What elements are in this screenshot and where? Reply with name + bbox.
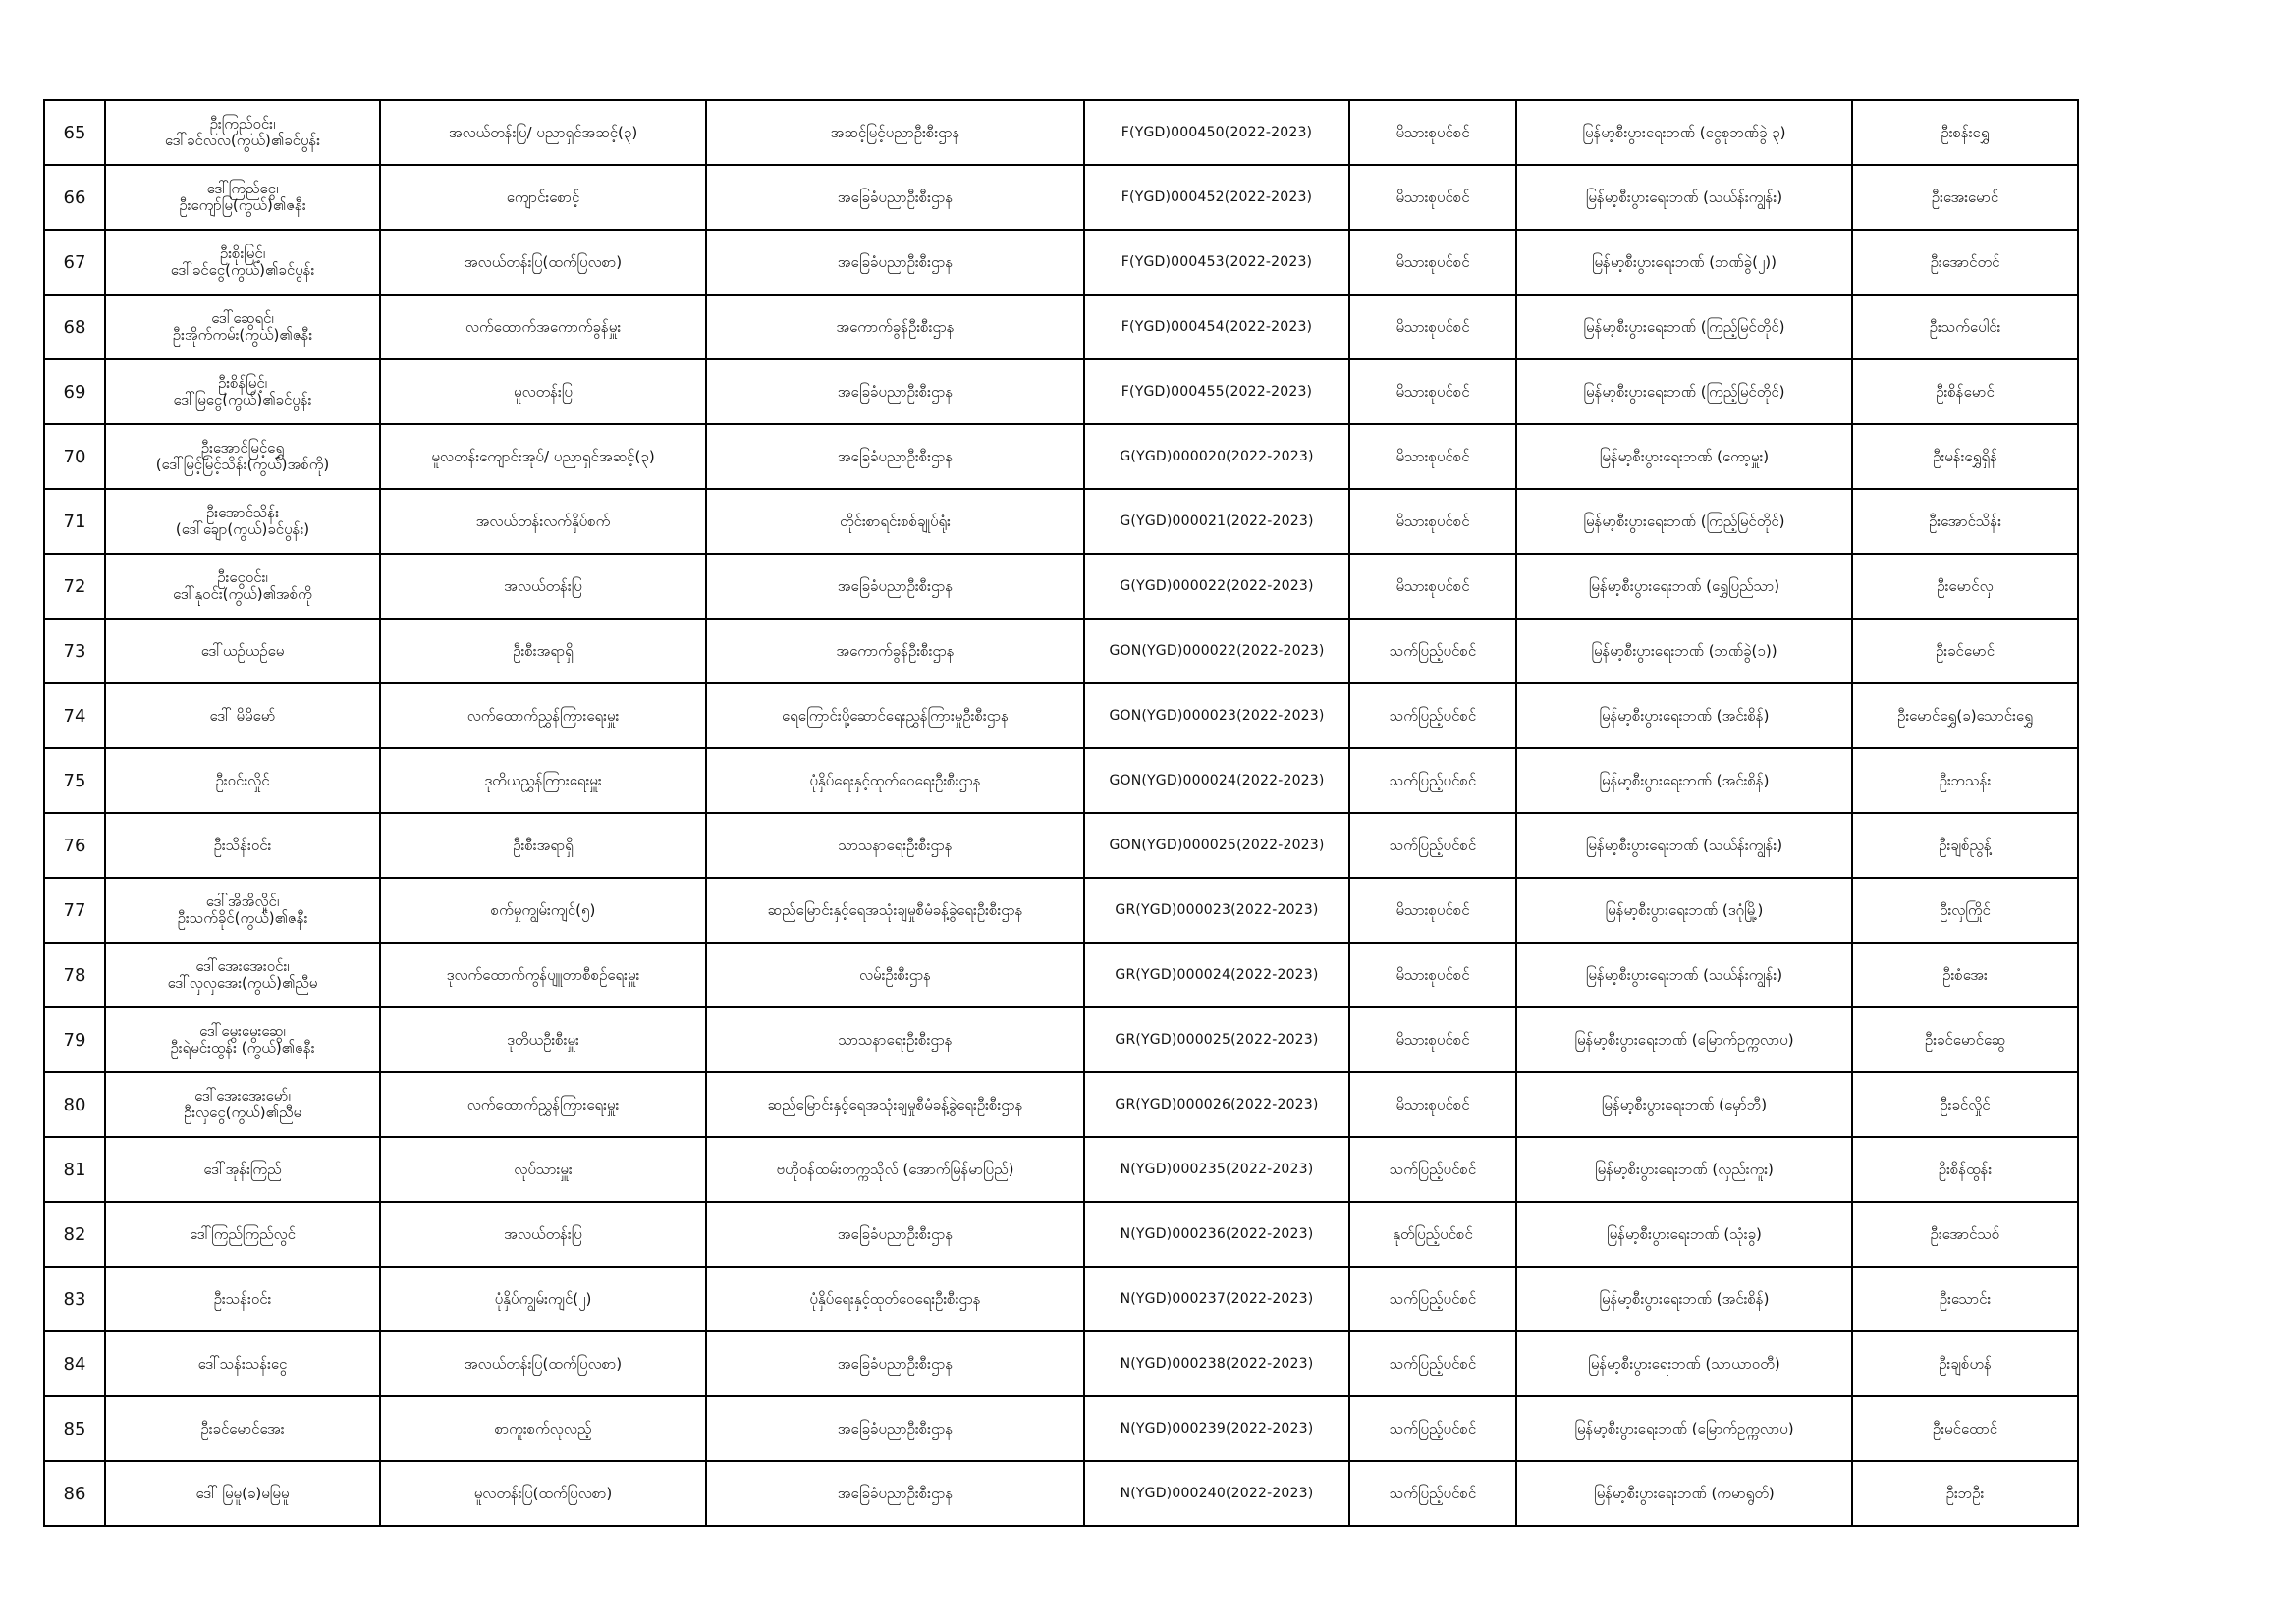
table-row xyxy=(44,1331,2078,1396)
table-row xyxy=(44,1072,2078,1137)
department-cell: တိုင်းစာရင်းစစ်ချုပ်ရုံး xyxy=(706,489,1084,554)
heir-cell: ဦးလှကြိုင် xyxy=(1852,878,2078,943)
bank-office-cell: မြန်မာ့စီးပွားရေးဘဏ် (ဘဏ်ခွဲ(၂)) xyxy=(1516,230,1852,295)
registration-number-cell: G(YGD)000022(2022-2023) xyxy=(1084,554,1349,619)
table-row xyxy=(44,1202,2078,1267)
heir-cell: ဦးချစ်ဟန် xyxy=(1852,1331,2078,1396)
registration-number-cell: GR(YGD)000024(2022-2023) xyxy=(1084,943,1349,1007)
pension-type-cell: သက်ပြည့်ပင်စင် xyxy=(1349,1461,1516,1526)
table-row xyxy=(44,748,2078,813)
table-row xyxy=(44,943,2078,1007)
serial-number-cell: 78 xyxy=(44,943,105,1007)
table-row xyxy=(44,100,2078,165)
pension-type-cell: မိသားစုပင်စင် xyxy=(1349,554,1516,619)
bank-office-cell: မြန်မာ့စီးပွားရေးဘဏ် (သာယာဝတီ) xyxy=(1516,1331,1852,1396)
registration-number-cell: GR(YGD)000026(2022-2023) xyxy=(1084,1072,1349,1137)
heir-cell: ဦးစိန်မောင် xyxy=(1852,359,2078,424)
department-cell: အကောက်ခွန်ဦးစီးဌာန xyxy=(706,295,1084,359)
pension-type-cell: မိသားစုပင်စင် xyxy=(1349,424,1516,489)
serial-number-cell: 86 xyxy=(44,1461,105,1526)
name-cell: ဦးဝင်းလှိုင် xyxy=(105,748,380,813)
position-cell: အလယ်တန်းလက်နှိပ်စက် xyxy=(380,489,706,554)
pension-table xyxy=(43,99,2079,1527)
name-cell: ဒေါ်မွေးမွေးဆွေ၊ ဦးရဲမင်းထွန်း (ကွယ်)၏ဇနီး xyxy=(105,1007,380,1072)
serial-number-cell: 82 xyxy=(44,1202,105,1267)
serial-number-cell: 80 xyxy=(44,1072,105,1137)
heir-cell: ဦးချစ်ညွန့် xyxy=(1852,813,2078,878)
pension-type-cell: သက်ပြည့်ပင်စင် xyxy=(1349,683,1516,748)
department-cell: လမ်းဦးစီးဌာန xyxy=(706,943,1084,1007)
name-cell: ဦးအောင်သိန်း (ဒေါ်ချော(ကွယ်)ခင်ပွန်း) xyxy=(105,489,380,554)
department-cell: အခြေခံပညာဦးစီးဌာန xyxy=(706,1202,1084,1267)
position-cell: ပုံနှိပ်ကျွမ်းကျင်(၂) xyxy=(380,1267,706,1331)
heir-cell: ဦးခင်မောင် xyxy=(1852,619,2078,683)
name-cell: ဒေါ်ကြည်ငွေ၊ ဦးကျော်မြ(ကွယ်)၏ဇနီး xyxy=(105,165,380,230)
table-row xyxy=(44,295,2078,359)
position-cell: မူလတန်းပြ xyxy=(380,359,706,424)
bank-office-cell: မြန်မာ့စီးပွားရေးဘဏ် (ကြည့်မြင်တိုင်) xyxy=(1516,489,1852,554)
registration-number-cell: F(YGD)000453(2022-2023) xyxy=(1084,230,1349,295)
pension-type-cell: သက်ပြည့်ပင်စင် xyxy=(1349,619,1516,683)
department-cell: ဆည်မြောင်းနှင့်ရေအသုံးချမှုစီမံခန့်ခွဲရေးဦးစီးဌာန xyxy=(706,1072,1084,1137)
position-cell: ဒုတိယဦးစီးမှူး xyxy=(380,1007,706,1072)
serial-number-cell: 72 xyxy=(44,554,105,619)
name-cell: ဒေါ်သန်းသန်းငွေ xyxy=(105,1331,380,1396)
bank-office-cell: မြန်မာ့စီးပွားရေးဘဏ် (အင်းစိန်) xyxy=(1516,683,1852,748)
registration-number-cell: GON(YGD)000022(2022-2023) xyxy=(1084,619,1349,683)
pension-type-cell: သက်ပြည့်ပင်စင် xyxy=(1349,1396,1516,1461)
heir-cell: ဦးခင်လှိုင် xyxy=(1852,1072,2078,1137)
name-cell: ဦးကြည်ဝင်း၊ ဒေါ်ခင်လလ(ကွယ်)၏ခင်ပွန်း xyxy=(105,100,380,165)
serial-number-cell: 69 xyxy=(44,359,105,424)
pension-type-cell: သက်ပြည့်ပင်စင် xyxy=(1349,748,1516,813)
serial-number-cell: 73 xyxy=(44,619,105,683)
position-cell: ကျောင်းစောင့် xyxy=(380,165,706,230)
heir-cell: ဦးဘဦး xyxy=(1852,1461,2078,1526)
table-row xyxy=(44,813,2078,878)
serial-number-cell: 68 xyxy=(44,295,105,359)
bank-office-cell: မြန်မာ့စီးပွားရေးဘဏ် (သုံးခွ) xyxy=(1516,1202,1852,1267)
table-row xyxy=(44,683,2078,748)
bank-office-cell: မြန်မာ့စီးပွားရေးဘဏ် (ကြည့်မြင်တိုင်) xyxy=(1516,295,1852,359)
name-cell: ဒေါ်ယဉ်ယဉ်မေ xyxy=(105,619,380,683)
name-cell: ဦးစိုးမြင့်၊ ဒေါ်ခင်ငွေ(ကွယ်)၏ခင်ပွန်း xyxy=(105,230,380,295)
heir-cell: ဦးခင်မောင်ဆွေ xyxy=(1852,1007,2078,1072)
bank-office-cell: မြန်မာ့စီးပွားရေးဘဏ် (ကမာရွတ်) xyxy=(1516,1461,1852,1526)
heir-cell: ဦးစံအေး xyxy=(1852,943,2078,1007)
table-body xyxy=(44,100,2078,1526)
bank-office-cell: မြန်မာ့စီးပွားရေးဘဏ် (အင်းစိန်) xyxy=(1516,1267,1852,1331)
department-cell: အခြေခံပညာဦးစီးဌာန xyxy=(706,230,1084,295)
pension-type-cell: သက်ပြည့်ပင်စင် xyxy=(1349,1267,1516,1331)
position-cell: ဒုလက်ထောက်ကွန်ပျူတာစီစဉ်ရေးမှူး xyxy=(380,943,706,1007)
name-cell: ဦးသန်းဝင်း xyxy=(105,1267,380,1331)
table-row xyxy=(44,424,2078,489)
department-cell: အခြေခံပညာဦးစီးဌာန xyxy=(706,554,1084,619)
table-row xyxy=(44,619,2078,683)
table-row xyxy=(44,878,2078,943)
position-cell: ဒုတိယညွှန်ကြားရေးမှူး xyxy=(380,748,706,813)
position-cell: စာကူးစက်လုလည့် xyxy=(380,1396,706,1461)
position-cell: လုပ်သားမှူး xyxy=(380,1137,706,1202)
table-row xyxy=(44,230,2078,295)
position-cell: ဦးစီးအရာရှိ xyxy=(380,619,706,683)
bank-office-cell: မြန်မာ့စီးပွားရေးဘဏ် (လှည်းကူး) xyxy=(1516,1137,1852,1202)
heir-cell: ဦးမင်ထောင် xyxy=(1852,1396,2078,1461)
serial-number-cell: 66 xyxy=(44,165,105,230)
heir-cell: ဦးအောင်တင် xyxy=(1852,230,2078,295)
position-cell: မူလတန်းကျောင်းအုပ်/ ပညာရှင်အဆင့်(၃) xyxy=(380,424,706,489)
department-cell: အခြေခံပညာဦးစီးဌာန xyxy=(706,1396,1084,1461)
table-row xyxy=(44,1137,2078,1202)
heir-cell: ဦးဘသန်း xyxy=(1852,748,2078,813)
pension-type-cell: မိသားစုပင်စင် xyxy=(1349,1007,1516,1072)
table-row xyxy=(44,1461,2078,1526)
bank-office-cell: မြန်မာ့စီးပွားရေးဘဏ် (ကော့မှူး) xyxy=(1516,424,1852,489)
registration-number-cell: GON(YGD)000025(2022-2023) xyxy=(1084,813,1349,878)
pension-type-cell: မိသားစုပင်စင် xyxy=(1349,295,1516,359)
registration-number-cell: G(YGD)000021(2022-2023) xyxy=(1084,489,1349,554)
registration-number-cell: F(YGD)000452(2022-2023) xyxy=(1084,165,1349,230)
pension-type-cell: နုတ်ပြည့်ပင်စင် xyxy=(1349,1202,1516,1267)
registration-number-cell: N(YGD)000235(2022-2023) xyxy=(1084,1137,1349,1202)
heir-cell: ဦးမောင်လှ xyxy=(1852,554,2078,619)
pension-type-cell: မိသားစုပင်စင် xyxy=(1349,230,1516,295)
department-cell: အခြေခံပညာဦးစီးဌာန xyxy=(706,1331,1084,1396)
registration-number-cell: F(YGD)000450(2022-2023) xyxy=(1084,100,1349,165)
name-cell: ဒေါ် မြမူ(ခ)မမြမူ xyxy=(105,1461,380,1526)
serial-number-cell: 74 xyxy=(44,683,105,748)
heir-cell: ဦးမန်းရွှေရှိန် xyxy=(1852,424,2078,489)
name-cell: ဦးအောင်မြင့်ရွှေ (ဒေါ်မြင့်မြင့်သိန်း(ကွယ်)အစ်ကို) xyxy=(105,424,380,489)
department-cell: ဆည်မြောင်းနှင့်ရေအသုံးချမှုစီမံခန့်ခွဲရေးဦးစီးဌာန xyxy=(706,878,1084,943)
heir-cell: ဦးမောင်ရွှေ(ခ)သောင်းရွှေ xyxy=(1852,683,2078,748)
table-row xyxy=(44,1396,2078,1461)
pension-type-cell: မိသားစုပင်စင် xyxy=(1349,878,1516,943)
position-cell: မူလတန်းပြ(ထက်ပြလစာ) xyxy=(380,1461,706,1526)
pension-type-cell: မိသားစုပင်စင် xyxy=(1349,359,1516,424)
name-cell: ဒေါ်အိအိလှိုင်၊ ဦးသက်ခိုင်(ကွယ်)၏ဇနီး xyxy=(105,878,380,943)
table-row xyxy=(44,1267,2078,1331)
serial-number-cell: 70 xyxy=(44,424,105,489)
serial-number-cell: 85 xyxy=(44,1396,105,1461)
department-cell: အဆင့်မြင့်ပညာဦးစီးဌာန xyxy=(706,100,1084,165)
table-row xyxy=(44,165,2078,230)
table-row xyxy=(44,1007,2078,1072)
bank-office-cell: မြန်မာ့စီးပွားရေးဘဏ် (မြောက်ဥက္ကလာပ) xyxy=(1516,1396,1852,1461)
registration-number-cell: G(YGD)000020(2022-2023) xyxy=(1084,424,1349,489)
name-cell: ဦးငွေဝင်း၊ ဒေါ်နုဝင်း(ကွယ်)၏အစ်ကို xyxy=(105,554,380,619)
serial-number-cell: 83 xyxy=(44,1267,105,1331)
position-cell: အလယ်တန်းပြ xyxy=(380,554,706,619)
position-cell: လက်ထောက်အကောက်ခွန်မှူး xyxy=(380,295,706,359)
heir-cell: ဦးအေးမောင် xyxy=(1852,165,2078,230)
department-cell: သာသနာရေးဦးစီးဌာန xyxy=(706,1007,1084,1072)
name-cell: ဒေါ်ကြည်ကြည်လွင် xyxy=(105,1202,380,1267)
registration-number-cell: N(YGD)000239(2022-2023) xyxy=(1084,1396,1349,1461)
registration-number-cell: GON(YGD)000024(2022-2023) xyxy=(1084,748,1349,813)
bank-office-cell: မြန်မာ့စီးပွားရေးဘဏ် (သယ်န်းကျွန်း) xyxy=(1516,813,1852,878)
registration-number-cell: N(YGD)000237(2022-2023) xyxy=(1084,1267,1349,1331)
heir-cell: ဦးစန်းရွှေ xyxy=(1852,100,2078,165)
serial-number-cell: 65 xyxy=(44,100,105,165)
position-cell: အလယ်တန်းပြ(ထက်ပြလစာ) xyxy=(380,1331,706,1396)
name-cell: ဒေါ်အေးအေးမော်၊ ဦးလှငွေ(ကွယ်)၏ညီမ xyxy=(105,1072,380,1137)
registration-number-cell: GR(YGD)000023(2022-2023) xyxy=(1084,878,1349,943)
pension-type-cell: မိသားစုပင်စင် xyxy=(1349,165,1516,230)
table-row xyxy=(44,359,2078,424)
department-cell: ပုံနှိပ်ရေးနှင့်ထုတ်ဝေရေးဦးစီးဌာန xyxy=(706,748,1084,813)
table-row xyxy=(44,489,2078,554)
name-cell: ဒေါ်အေးအေးဝင်း၊ ဒေါ်လှလှအေး(ကွယ်)၏ညီမ xyxy=(105,943,380,1007)
pension-type-cell: သက်ပြည့်ပင်စင် xyxy=(1349,1137,1516,1202)
bank-office-cell: မြန်မာ့စီးပွားရေးဘဏ် (အင်းစိန်) xyxy=(1516,748,1852,813)
serial-number-cell: 75 xyxy=(44,748,105,813)
name-cell: ဒေါ်ဆွေရင်၊ ဦးအိုက်ကမ်း(ကွယ်)၏ဇနီး xyxy=(105,295,380,359)
position-cell: အလယ်တန်းပြ(ထက်ပြလစာ) xyxy=(380,230,706,295)
serial-number-cell: 76 xyxy=(44,813,105,878)
registration-number-cell: N(YGD)000240(2022-2023) xyxy=(1084,1461,1349,1526)
position-cell: အလယ်တန်းပြ xyxy=(380,1202,706,1267)
department-cell: အခြေခံပညာဦးစီးဌာန xyxy=(706,359,1084,424)
heir-cell: ဦးသက်ပေါင်း xyxy=(1852,295,2078,359)
pension-type-cell: မိသားစုပင်စင် xyxy=(1349,100,1516,165)
position-cell: အလယ်တန်းပြ/ ပညာရှင်အဆင့်(၃) xyxy=(380,100,706,165)
heir-cell: ဦးသောင်း xyxy=(1852,1267,2078,1331)
bank-office-cell: မြန်မာ့စီးပွားရေးဘဏ် (ဒဂုံမြို့) xyxy=(1516,878,1852,943)
pension-type-cell: သက်ပြည့်ပင်စင် xyxy=(1349,813,1516,878)
department-cell: ရေကြောင်းပို့ဆောင်ရေးညွှန်ကြားမှုဦးစီးဌာန xyxy=(706,683,1084,748)
bank-office-cell: မြန်မာ့စီးပွားရေးဘဏ် (ရွှေပြည်သာ) xyxy=(1516,554,1852,619)
serial-number-cell: 77 xyxy=(44,878,105,943)
table-row xyxy=(44,554,2078,619)
registration-number-cell: F(YGD)000455(2022-2023) xyxy=(1084,359,1349,424)
bank-office-cell: မြန်မာ့စီးပွားရေးဘဏ် (သယ်န်းကျွန်း) xyxy=(1516,943,1852,1007)
position-cell: စက်မှုကျွမ်းကျင်(၅) xyxy=(380,878,706,943)
position-cell: လက်ထောက်ညွှန်ကြားရေးမှူး xyxy=(380,1072,706,1137)
registration-number-cell: N(YGD)000236(2022-2023) xyxy=(1084,1202,1349,1267)
department-cell: ပုံနှိပ်ရေးနှင့်ထုတ်ဝေရေးဦးစီးဌာန xyxy=(706,1267,1084,1331)
bank-office-cell: မြန်မာ့စီးပွားရေးဘဏ် (မှော်ဘီ) xyxy=(1516,1072,1852,1137)
heir-cell: ဦးအောင်သစ် xyxy=(1852,1202,2078,1267)
name-cell: ဦးစိန်မြင့်၊ ဒေါ်မြငွေ(ကွယ်)၏ခင်ပွန်း xyxy=(105,359,380,424)
name-cell: ဦးခင်မောင်အေး xyxy=(105,1396,380,1461)
serial-number-cell: 84 xyxy=(44,1331,105,1396)
registration-number-cell: GON(YGD)000023(2022-2023) xyxy=(1084,683,1349,748)
heir-cell: ဦးစိန်ထွန်း xyxy=(1852,1137,2078,1202)
bank-office-cell: မြန်မာ့စီးပွားရေးဘဏ် (မြောက်ဥက္ကလာပ) xyxy=(1516,1007,1852,1072)
department-cell: အခြေခံပညာဦးစီးဌာန xyxy=(706,165,1084,230)
pension-type-cell: မိသားစုပင်စင် xyxy=(1349,1072,1516,1137)
name-cell: ဒေါ် မိမိမော် xyxy=(105,683,380,748)
name-cell: ဒေါ်အုန်းကြည် xyxy=(105,1137,380,1202)
bank-office-cell: မြန်မာ့စီးပွားရေးဘဏ် (ကြည့်မြင်တိုင်) xyxy=(1516,359,1852,424)
serial-number-cell: 81 xyxy=(44,1137,105,1202)
pension-type-cell: သက်ပြည့်ပင်စင် xyxy=(1349,1331,1516,1396)
bank-office-cell: မြန်မာ့စီးပွားရေးဘဏ် (ဘဏ်ခွဲ(၁)) xyxy=(1516,619,1852,683)
bank-office-cell: မြန်မာ့စီးပွားရေးဘဏ် (ငွေစုဘဏ်ခွဲ ၃) xyxy=(1516,100,1852,165)
registration-number-cell: GR(YGD)000025(2022-2023) xyxy=(1084,1007,1349,1072)
department-cell: အခြေခံပညာဦးစီးဌာန xyxy=(706,424,1084,489)
pension-type-cell: မိသားစုပင်စင် xyxy=(1349,943,1516,1007)
registration-number-cell: N(YGD)000238(2022-2023) xyxy=(1084,1331,1349,1396)
heir-cell: ဦးအောင်သိန်း xyxy=(1852,489,2078,554)
registration-number-cell: F(YGD)000454(2022-2023) xyxy=(1084,295,1349,359)
bank-office-cell: မြန်မာ့စီးပွားရေးဘဏ် (သယ်န်းကျွန်း) xyxy=(1516,165,1852,230)
department-cell: အခြေခံပညာဦးစီးဌာန xyxy=(706,1461,1084,1526)
department-cell: ဗဟိုဝန်ထမ်းတက္ကသိုလ် (အောက်မြန်မာပြည်) xyxy=(706,1137,1084,1202)
serial-number-cell: 67 xyxy=(44,230,105,295)
position-cell: ဦးစီးအရာရှိ xyxy=(380,813,706,878)
position-cell: လက်ထောက်ညွှန်ကြားရေးမှူး xyxy=(380,683,706,748)
serial-number-cell: 79 xyxy=(44,1007,105,1072)
pension-register-sheet xyxy=(43,99,2079,1527)
name-cell: ဦးသိန်းဝင်း xyxy=(105,813,380,878)
pension-type-cell: မိသားစုပင်စင် xyxy=(1349,489,1516,554)
department-cell: အကောက်ခွန်ဦးစီးဌာန xyxy=(706,619,1084,683)
department-cell: သာသနာရေးဦးစီးဌာန xyxy=(706,813,1084,878)
serial-number-cell: 71 xyxy=(44,489,105,554)
